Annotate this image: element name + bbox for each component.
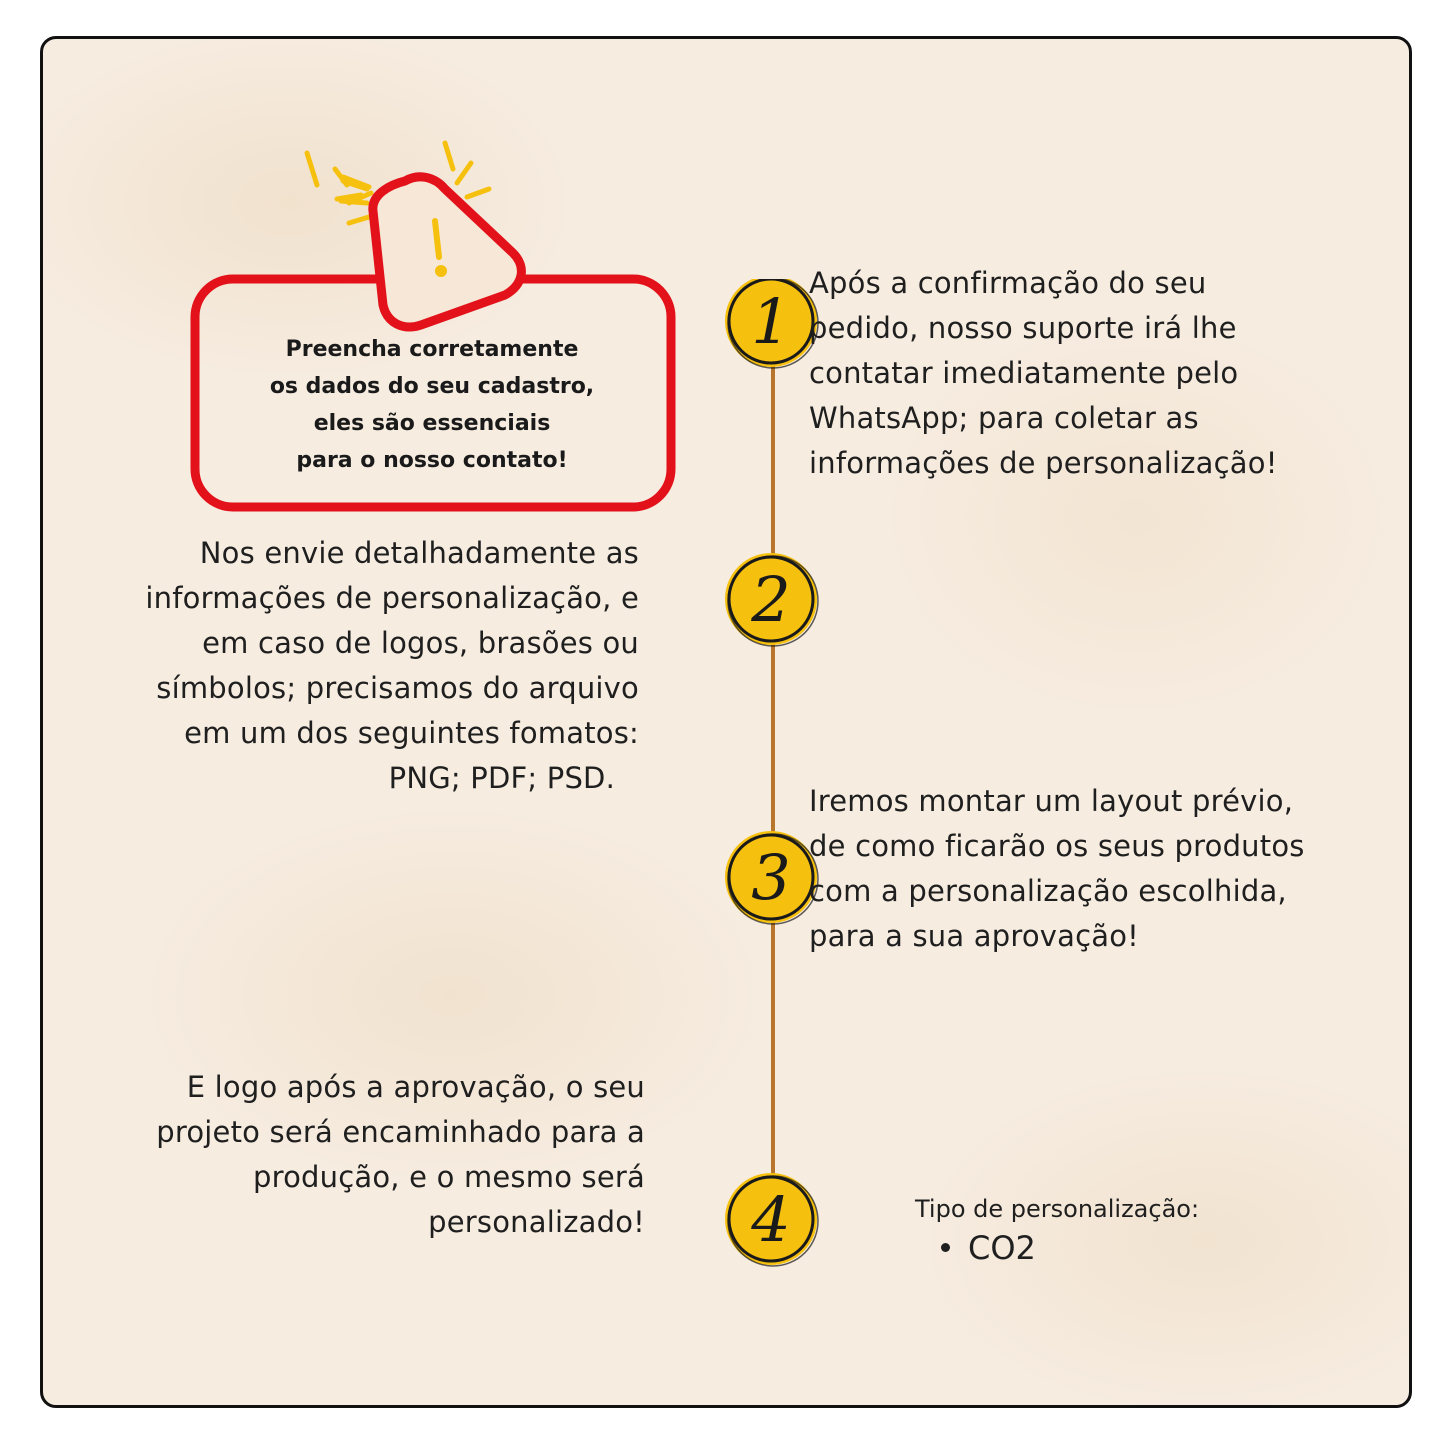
info-card	[40, 36, 1412, 1408]
step-number: 4	[751, 1183, 791, 1256]
step-line: em caso de logos, brasões ou	[202, 626, 639, 660]
step-2-text	[145, 531, 639, 801]
step-line: produção, e o mesmo será	[253, 1160, 645, 1194]
step-line: pedido, nosso suporte irá lhe	[809, 311, 1237, 345]
step-line: WhatsApp; para coletar as	[809, 401, 1199, 435]
step-line: contatar imediatamente pelo	[809, 356, 1239, 390]
alert-message	[193, 331, 671, 479]
step-4-text	[156, 1065, 645, 1245]
alert-line: os dados do seu cadastro,	[269, 374, 595, 399]
step-line: projeto será encaminhado para a	[156, 1115, 645, 1149]
alert-line: eles são essenciais	[313, 411, 551, 436]
alert-line: Preencha corretamente	[285, 337, 579, 362]
step-line: personalizado!	[428, 1205, 645, 1239]
step-line: símbolos; precisamos do arquivo	[156, 671, 639, 705]
step-line: Nos envie detalhadamente as	[199, 536, 639, 570]
step-number: 2	[751, 563, 791, 636]
step-line: com a personalização escolhida,	[809, 874, 1287, 908]
step-line: Após a confirmação do seu	[809, 266, 1207, 300]
step-line: de como ficarão os seus produtos	[809, 829, 1305, 863]
step-3-text	[809, 779, 1305, 959]
step-line: informações de personalização, e	[145, 581, 639, 615]
bullet-icon	[941, 1243, 950, 1252]
step-line: Iremos montar um layout prévio,	[809, 784, 1294, 818]
step-line: informações de personalização!	[809, 446, 1278, 480]
spark-icon	[307, 153, 371, 203]
step-badge-4	[725, 1173, 818, 1266]
step-line: em um dos seguintes fomatos:	[184, 716, 639, 750]
step-badge-3	[725, 831, 818, 924]
tipo-item: CO2	[968, 1229, 1036, 1267]
tipo-list	[941, 1229, 1036, 1267]
step-line: E logo após a aprovação, o seu	[186, 1070, 645, 1104]
step-line: para a sua aprovação!	[809, 919, 1139, 953]
warning-triangle-icon	[373, 177, 522, 327]
step-number: 3	[751, 841, 791, 914]
step-line: PNG; PDF; PSD.	[388, 761, 615, 795]
step-badge-1	[725, 279, 818, 368]
step-1-text	[809, 261, 1278, 486]
tipo-label: Tipo de personalização:	[915, 1195, 1200, 1223]
step-badge-2	[725, 553, 818, 646]
step-number: 1	[751, 285, 791, 358]
alert-line: para o nosso contato!	[296, 448, 568, 473]
